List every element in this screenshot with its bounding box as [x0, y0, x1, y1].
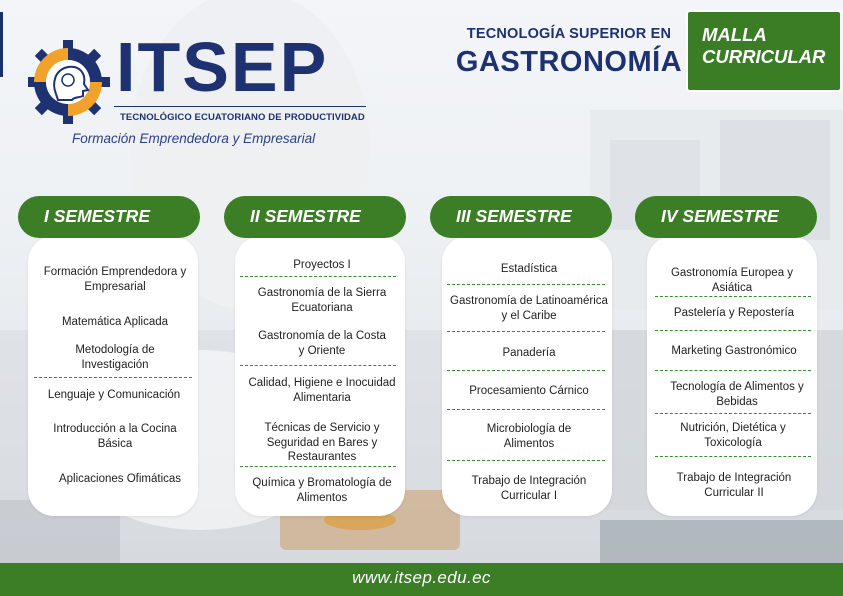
brand-tagline: Formación Emprendedora y Empresarial [72, 131, 316, 146]
semester-4-subject-5: Nutrición, Dietética y Toxicología [680, 422, 786, 449]
gear-head-icon [28, 36, 110, 124]
semester-4-divider-4 [655, 413, 811, 414]
program-title [455, 26, 683, 79]
semester-2-subject-5: Técnicas de Servicio y Seguridad en Bares y Restaurantes [264, 422, 380, 463]
program-name: GASTRONOMÍA [455, 46, 683, 78]
semester-3-subject-6: Trabajo de Integración Curricular I [471, 475, 587, 502]
semester-2-subject-6: Química y Bromatología de Alimentos [252, 477, 392, 504]
semester-2-divider-1 [240, 276, 396, 277]
semester-3-divider-4 [447, 409, 605, 410]
semester-4-subject-2: Pastelería y Repostería [673, 307, 795, 319]
semester-3-subject-5: Microbiología de Alimentos [486, 423, 572, 450]
semester-3-subject-4: Procesamiento Cárnico [469, 385, 589, 397]
semester-1-subject-6: Aplicaciones Ofimáticas [58, 473, 182, 485]
semester-1-subject-4: Lenguaje y Comunicación [47, 389, 181, 401]
semester-3-divider-3 [447, 370, 605, 371]
semester-2-subject-2: Gastronomía de la Sierra Ecuatoriana [257, 287, 387, 314]
semester-4-subject-4: Tecnología de Alimentos y Bebidas [670, 381, 804, 408]
semester-1-subject-2: Matemática Aplicada [61, 316, 169, 328]
semester-4-subject-6: Trabajo de Integración Curricular II [676, 472, 792, 499]
semester-3-header: III SEMESTRE [430, 196, 612, 238]
brand-divider [114, 106, 366, 107]
left-accent-rule [0, 12, 3, 77]
program-kicker: TECNOLOGÍA SUPERIOR EN [466, 26, 672, 42]
semester-1-subject-3: Metodología de Investigación [75, 344, 155, 371]
itsep-logo [28, 28, 365, 148]
semester-4-divider-5 [655, 456, 811, 457]
semester-3-subject-1: Estadística [500, 263, 558, 275]
semester-1-subject-5: Introducción a la Cocina Básica [53, 423, 177, 450]
badge-line-2: CURRICULAR [702, 46, 826, 67]
semester-3-subject-2: Gastronomía de Latinoamérica y el Caribe [450, 295, 608, 322]
semester-4-subject-3: Marketing Gastronómico [671, 345, 797, 357]
semester-3-divider-1 [447, 284, 605, 285]
semester-3-subject-3: Panadería [502, 347, 556, 359]
semester-1-header: I SEMESTRE [18, 196, 200, 238]
website-link[interactable]: www.itsep.edu.ec [352, 568, 491, 587]
semester-2-divider-2 [240, 365, 396, 366]
semester-3-divider-5 [447, 460, 605, 461]
semester-2-subject-4: Calidad, Higiene e Inocuidad Alimentaria [248, 377, 396, 404]
semester-1-divider [34, 377, 192, 378]
semester-2-subject-3: Gastronomía de la Costa y Oriente [258, 330, 386, 357]
brand-name: ITSEP [116, 28, 329, 106]
brand-subtitle: TECNOLÓGICO ECUATORIANO DE PRODUCTIVIDAD [120, 112, 365, 123]
semester-3-divider-2 [447, 331, 605, 332]
malla-curricular-badge [686, 10, 842, 92]
semester-4-divider-2 [655, 330, 811, 331]
semester-4-header: IV SEMESTRE [635, 196, 817, 238]
footer-bar [0, 563, 843, 596]
semester-4-divider-1 [655, 296, 811, 297]
badge-line-1: MALLA [702, 24, 767, 45]
semester-2-divider-3 [240, 466, 396, 467]
semester-2-header: II SEMESTRE [224, 196, 406, 238]
semester-4-subject-1: Gastronomía Europea y Asiática [670, 267, 794, 294]
semester-2-subject-1: Proyectos I [293, 259, 351, 271]
semester-4-divider-3 [655, 370, 811, 371]
semester-1-subject-1: Formación Emprendedora y Empresarial [43, 266, 187, 293]
